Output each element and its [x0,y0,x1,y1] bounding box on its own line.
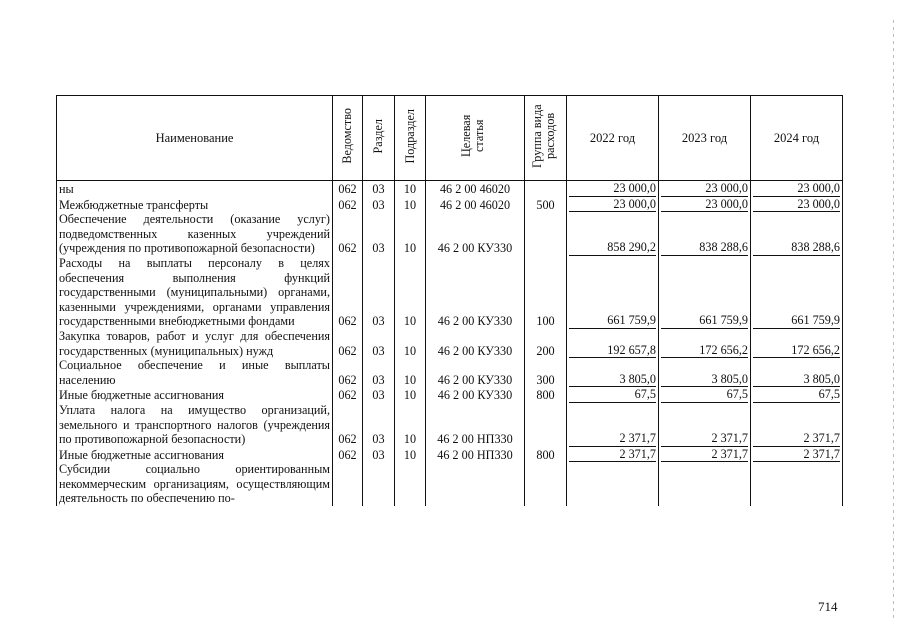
row-name: Иные бюджетные ассигнования [57,387,333,403]
table-row [57,403,843,447]
row-celevaya: 46 2 00 КУ330 [426,256,525,329]
table-row [57,358,843,387]
table-row [57,329,843,358]
row-2022 [567,256,659,329]
row-2022 [567,212,659,256]
page-number: 714 [818,599,838,614]
amount-value: 67,5 [569,387,656,403]
amount-value: 23 000,0 [569,181,656,197]
row-2022 [567,403,659,447]
row-gruppa: 500 [525,197,567,213]
row-vedomstvo [333,462,363,506]
header-2024: 2024 год [751,96,843,181]
row-vedomstvo: 062 [333,256,363,329]
table-row [57,212,843,256]
header-razdel: Раздел [363,96,395,181]
row-podrazdel: 10 [395,256,426,329]
row-gruppa: 300 [525,358,567,387]
row-vedomstvo: 062 [333,197,363,213]
row-2024 [751,181,843,197]
row-2023 [659,387,751,403]
row-celevaya: 46 2 00 НП330 [426,403,525,447]
row-vedomstvo: 062 [333,403,363,447]
header-vedomstvo: Ведомство [333,96,363,181]
table-row [57,387,843,403]
amount-value: 67,5 [753,387,840,403]
header-name: Наименование [57,96,333,181]
amount-value: 192 657,8 [569,343,656,359]
row-2022 [567,181,659,197]
row-name: Иные бюджетные ассигнования [57,447,333,463]
row-2023 [659,462,751,506]
row-podrazdel: 10 [395,447,426,463]
row-vedomstvo: 062 [333,212,363,256]
row-razdel: 03 [363,212,395,256]
row-name: Субсидии социально ориентированным некоммерческим организациям, осуществляющим деятельность по обеспечению по- [57,462,333,506]
amount-value: 661 759,9 [661,313,748,329]
row-2024 [751,197,843,213]
row-razdel [363,462,395,506]
row-vedomstvo: 062 [333,329,363,358]
header-gruppa: Группа вида расходов [525,96,567,181]
row-2022 [567,462,659,506]
table-header-row [57,96,843,181]
row-name: ны [57,181,333,197]
table-row [57,181,843,197]
amount-value: 2 371,7 [753,431,840,447]
row-2024 [751,403,843,447]
row-podrazdel: 10 [395,358,426,387]
row-razdel: 03 [363,387,395,403]
table-row [57,447,843,463]
scan-edge-line [893,20,894,620]
row-podrazdel: 10 [395,387,426,403]
row-2022 [567,197,659,213]
row-2023 [659,212,751,256]
row-podrazdel [395,462,426,506]
row-gruppa: 800 [525,387,567,403]
row-gruppa [525,212,567,256]
row-name: Уплата налога на имущество организаций, земельного и транспортного налогов (учреждения по противопожарной безопасности) [57,403,333,447]
row-name: Социальное обеспечение и иные выплаты населению [57,358,333,387]
row-2023 [659,358,751,387]
row-vedomstvo: 062 [333,447,363,463]
row-vedomstvo: 062 [333,387,363,403]
amount-value: 2 371,7 [569,447,656,463]
row-name: Закупка товаров, работ и услуг для обеспечения государственных (муниципальных) нужд [57,329,333,358]
row-celevaya: 46 2 00 46020 [426,181,525,197]
row-name: Расходы на выплаты персоналу в целях обеспечения выполнения функций государственными (муниципальными) органами, казенными учреждениями, органами управления государственными внебюджетными фондами [57,256,333,329]
row-razdel: 03 [363,197,395,213]
row-razdel: 03 [363,181,395,197]
amount-value: 2 371,7 [661,447,748,463]
table-row [57,256,843,329]
row-gruppa: 800 [525,447,567,463]
amount-value: 3 805,0 [753,372,840,388]
row-2024 [751,387,843,403]
amount-value: 23 000,0 [569,197,656,213]
row-2023 [659,256,751,329]
header-celevaya: Целевая статья [426,96,525,181]
header-podrazdel: Подраздел [395,96,426,181]
row-2023 [659,197,751,213]
table-row [57,462,843,506]
header-2023: 2023 год [659,96,751,181]
row-celevaya: 46 2 00 КУ330 [426,212,525,256]
amount-value: 23 000,0 [661,181,748,197]
amount-value: 23 000,0 [661,197,748,213]
row-razdel: 03 [363,358,395,387]
table-row [57,197,843,213]
row-2024 [751,256,843,329]
row-2024 [751,329,843,358]
amount-value: 23 000,0 [753,181,840,197]
row-celevaya: 46 2 00 КУ330 [426,329,525,358]
header-2022: 2022 год [567,96,659,181]
row-2024 [751,462,843,506]
amount-value: 2 371,7 [661,431,748,447]
row-podrazdel: 10 [395,403,426,447]
amount-value: 2 371,7 [569,431,656,447]
budget-table [56,95,843,506]
row-celevaya [426,462,525,506]
row-razdel: 03 [363,403,395,447]
amount-value: 3 805,0 [661,372,748,388]
amount-value: 661 759,9 [569,313,656,329]
row-razdel: 03 [363,256,395,329]
row-razdel: 03 [363,447,395,463]
row-podrazdel: 10 [395,197,426,213]
row-celevaya: 46 2 00 КУ330 [426,387,525,403]
amount-value: 661 759,9 [753,313,840,329]
row-2023 [659,329,751,358]
row-2024 [751,358,843,387]
row-gruppa: 200 [525,329,567,358]
row-2022 [567,329,659,358]
row-2022 [567,387,659,403]
amount-value: 858 290,2 [569,240,656,256]
row-2023 [659,403,751,447]
row-razdel: 03 [363,329,395,358]
row-podrazdel: 10 [395,181,426,197]
amount-value: 2 371,7 [753,447,840,463]
row-2024 [751,212,843,256]
row-2023 [659,181,751,197]
row-2022 [567,358,659,387]
row-2024 [751,447,843,463]
row-podrazdel: 10 [395,329,426,358]
row-2022 [567,447,659,463]
row-celevaya: 46 2 00 НП330 [426,447,525,463]
amount-value: 23 000,0 [753,197,840,213]
row-2023 [659,447,751,463]
row-name: Обеспечение деятельности (оказание услуг) подведомственных казенных учреждений (учреждения по противопожарной безопасности) [57,212,333,256]
row-vedomstvo: 062 [333,181,363,197]
row-gruppa [525,403,567,447]
amount-value: 838 288,6 [753,240,840,256]
row-gruppa [525,462,567,506]
amount-value: 172 656,2 [753,343,840,359]
row-podrazdel: 10 [395,212,426,256]
row-celevaya: 46 2 00 46020 [426,197,525,213]
row-vedomstvo: 062 [333,358,363,387]
row-name: Межбюджетные трансферты [57,197,333,213]
amount-value: 838 288,6 [661,240,748,256]
amount-value: 172 656,2 [661,343,748,359]
amount-value: 3 805,0 [569,372,656,388]
amount-value: 67,5 [661,387,748,403]
row-gruppa [525,181,567,197]
row-celevaya: 46 2 00 КУ330 [426,358,525,387]
row-gruppa: 100 [525,256,567,329]
